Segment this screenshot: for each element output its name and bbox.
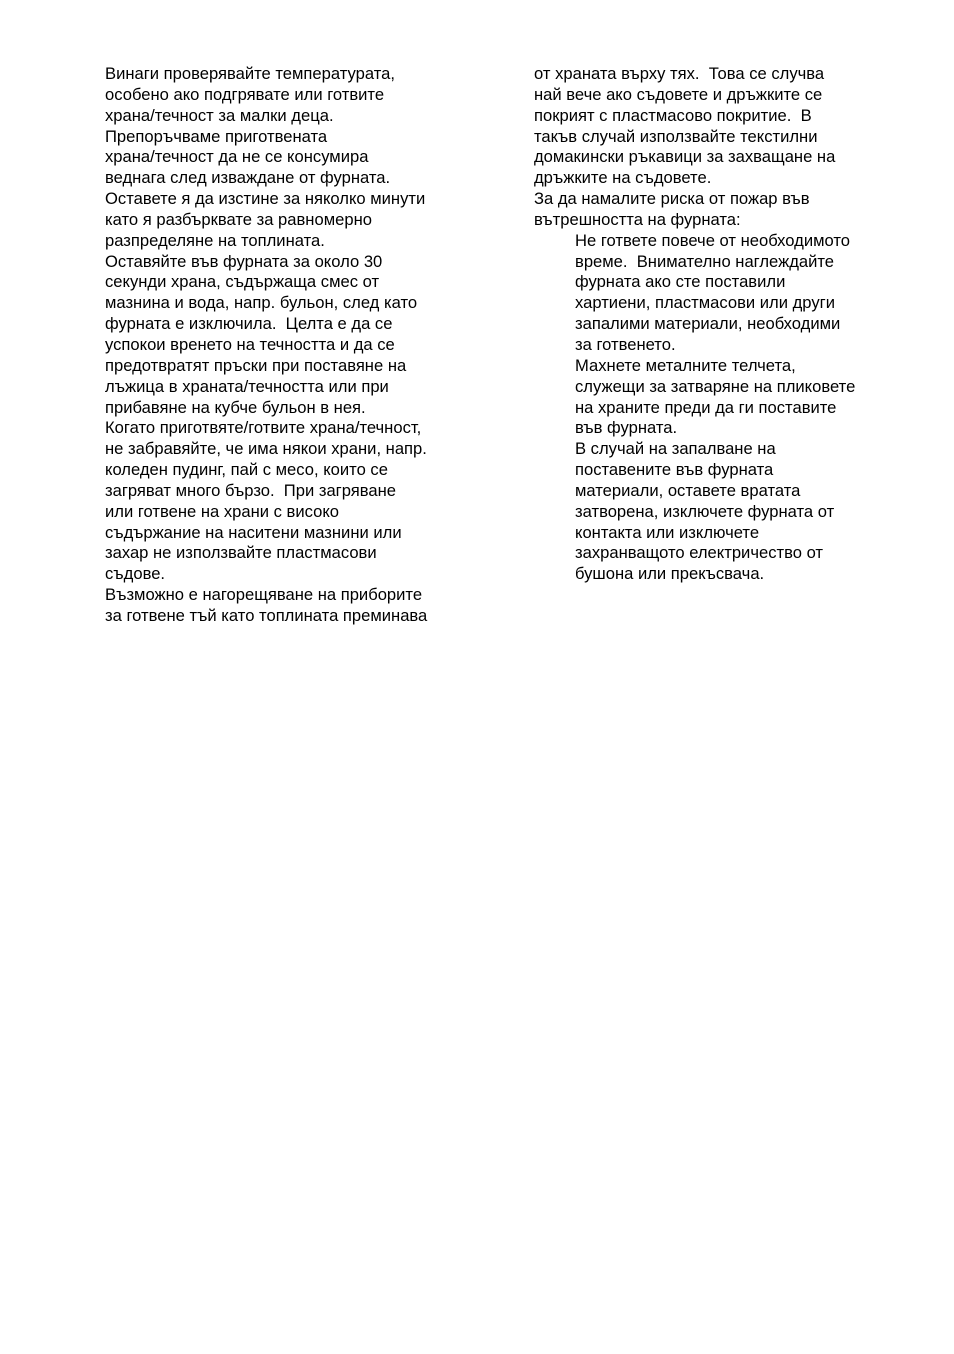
list-item-line: за готвенето. bbox=[575, 334, 676, 354]
text-line: секунди храна, съдържаща смес от bbox=[105, 272, 380, 292]
list-item-line: време. Внимателно наглеждайте bbox=[575, 251, 835, 271]
text-line: най вече ако съдовете и дръжките се bbox=[534, 84, 823, 104]
text-line: не забравяйте, че има някои храни, напр. bbox=[105, 439, 427, 459]
list-item-line: контакта или изключете bbox=[575, 522, 760, 542]
text-line: веднага след изваждане от фурната. bbox=[105, 168, 391, 188]
text-line: дръжките на съдовете. bbox=[534, 168, 712, 188]
text-line: Оставете я да изстине за няколко минути bbox=[105, 189, 426, 209]
list-item-line: служещи за затваряне на пликовете bbox=[575, 376, 856, 396]
list-item-line: затворена, изключете фурната от bbox=[575, 501, 835, 521]
text-line: прибавяне на кубче бульон в нея. bbox=[105, 397, 366, 417]
text-line: Оставяйте във фурната за около 30 bbox=[105, 251, 383, 271]
text-line: коледен пудинг, пай с месо, които се bbox=[105, 460, 388, 480]
text-line: мазнина и вода, напр. бульон, след като bbox=[105, 293, 418, 313]
text-line: Винаги проверявайте температурата, bbox=[105, 64, 395, 83]
text-line: домакински ръкавици за захващане на bbox=[534, 147, 836, 167]
text-line: като я разбърквате за равномерно bbox=[105, 209, 372, 229]
text-line: успокои вренето на течността и да се bbox=[105, 334, 395, 354]
list-item-line: захранващото електричество от bbox=[575, 543, 824, 563]
text-line: такъв случай използвайте текстилни bbox=[534, 126, 818, 146]
left-text-column bbox=[105, 64, 475, 627]
text-line: лъжица в храната/течността или при bbox=[105, 376, 389, 396]
text-line: покрият с пластмасово покритие. В bbox=[534, 105, 812, 125]
text-line: храна/течност за малки деца. bbox=[105, 105, 334, 125]
list-item-line: бушона или прекъсвача. bbox=[575, 564, 765, 584]
list-item-line: запалими материали, необходими bbox=[575, 314, 841, 334]
text-line: захар не използвайте пластмасови bbox=[105, 543, 377, 563]
text-line: съдържание на наситени мазнини или bbox=[105, 522, 402, 542]
text-line: Препоръчваме приготвената bbox=[105, 126, 328, 146]
fire-safety-list bbox=[534, 231, 894, 585]
list-item-line: хартиени, пластмасови или други bbox=[575, 293, 835, 313]
text-line: особено ако подгрявате или готвите bbox=[105, 84, 385, 104]
text-line: храна/течност да не се консумира bbox=[105, 147, 369, 167]
list-item-line: Махнете металните телчета, bbox=[575, 355, 796, 375]
list-item-line: материали, оставете вратата bbox=[575, 480, 801, 500]
text-line: Когато приготвяте/готвите храна/течност, bbox=[105, 418, 422, 438]
text-line: разпределяне на топлината. bbox=[105, 230, 325, 250]
text-line: предотвратят пръски при поставяне на bbox=[105, 355, 407, 375]
right-text-column bbox=[534, 64, 894, 585]
text-line: от храната върху тях. Това се случва bbox=[534, 64, 825, 83]
text-line: загряват много бързо. При загряване bbox=[105, 480, 396, 500]
list-item-line: В случай на запалване на bbox=[575, 439, 776, 459]
text-line: фурната е изключила. Целта е да се bbox=[105, 314, 393, 334]
list-item-line: във фурната. bbox=[575, 418, 678, 438]
text-line: За да намалите риска от пожар във bbox=[534, 189, 810, 209]
text-line: вътрешността на фурната: bbox=[534, 209, 741, 229]
text-line: или готвене на храни с високо bbox=[105, 501, 340, 521]
text-line: за готвене тъй като топлината преминава bbox=[105, 605, 428, 625]
text-line: съдове. bbox=[105, 564, 166, 584]
list-item-line: поставените във фурната bbox=[575, 460, 774, 480]
list-item-line: фурната ако сте поставили bbox=[575, 272, 786, 292]
text-line: Възможно е нагорещяване на приборите bbox=[105, 585, 423, 605]
list-item-line: Не гответе повече от необходимото bbox=[575, 230, 851, 250]
list-item-line: на храните преди да ги поставите bbox=[575, 397, 837, 417]
